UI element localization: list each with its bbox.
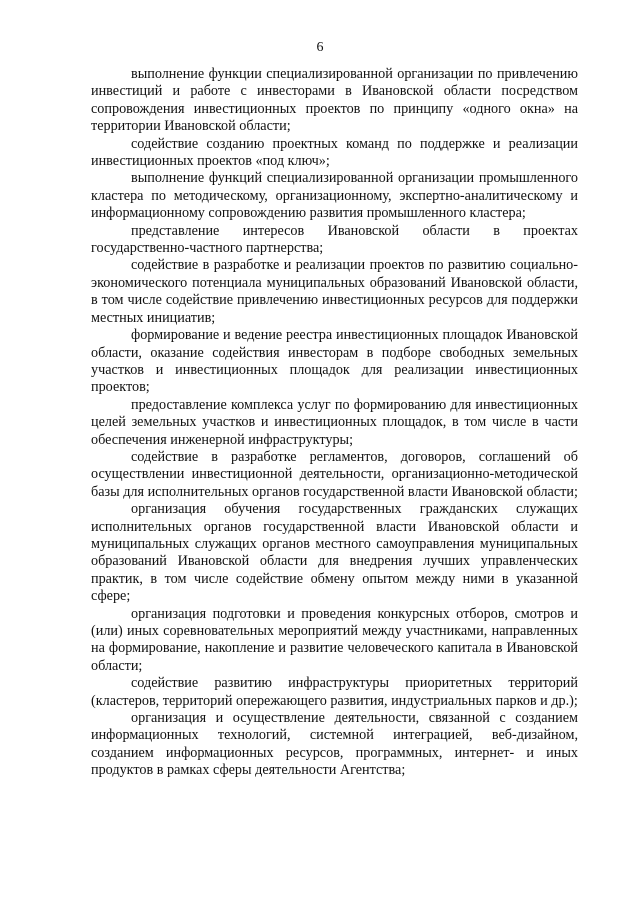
paragraph: выполнение функций специализированной организации промышленного кластера по методическому, организационному, экспертно-аналитическому и информационному сопровождению развития промышленного кластера; [91, 170, 578, 222]
paragraph: организация обучения государственных гражданских служащих исполнительных органов государственной власти Ивановской области и муниципальных служащих органов местного самоуправления муниципальных образований Ивановской области для внедрения лучших управленческих практик, в том числе содействие обмену опытом между ними в указанной сфере; [91, 501, 578, 605]
paragraph: формирование и ведение реестра инвестиционных площадок Ивановской области, оказание содействия инвесторам в подборе свободных земельных участков и инвестиционных площадок для реализации инвестиционных проектов; [91, 327, 578, 396]
paragraph: содействие развитию инфраструктуры приоритетных территорий (кластеров, территорий опережающего развития, индустриальных парков и др.); [91, 675, 578, 709]
paragraph: выполнение функции специализированной организации по привлечению инвестиций и работе с инвесторами в Ивановской области посредством сопровождения инвестиционных проектов по принципу «одного окна» на территории Ивановской области; [91, 66, 578, 135]
document-body [91, 66, 578, 780]
paragraph: организация и осуществление деятельности, связанной с созданием информационных технологий, системной интеграцией, веб-дизайном, созданием информационных ресурсов, программных, интернет- и иных продуктов в рамках сферы деятельности Агентства; [91, 710, 578, 779]
paragraph: содействие в разработке регламентов, договоров, соглашений об осуществлении инвестиционной деятельности, организационно-методической базы для исполнительных органов государственной власти Ивановской области; [91, 448, 578, 500]
paragraph: содействие в разработке и реализации проектов по развитию социально-экономического потенциала муниципальных образований Ивановской области, в том числе содействие привлечению инвестиционных ресурсов для поддержки местных инициатив; [91, 257, 578, 326]
page-number: 6 [316, 40, 324, 55]
paragraph: содействие созданию проектных команд по поддержке и реализации инвестиционных проектов «под ключ»; [91, 135, 578, 170]
paragraph: организация подготовки и проведения конкурсных отборов, смотров и (или) иных соревновательных мероприятий между участниками, направленных на формирование, накопление и развитие человеческого капитала в Ивановской области; [91, 605, 578, 674]
paragraph: предоставление комплекса услуг по формированию для инвестиционных целей земельных участков и инвестиционных площадок, в том числе в части обеспечения инженерной инфраструктуры; [91, 396, 578, 448]
paragraph: представление интересов Ивановской области в проектах государственно-частного партнерства; [91, 222, 578, 257]
